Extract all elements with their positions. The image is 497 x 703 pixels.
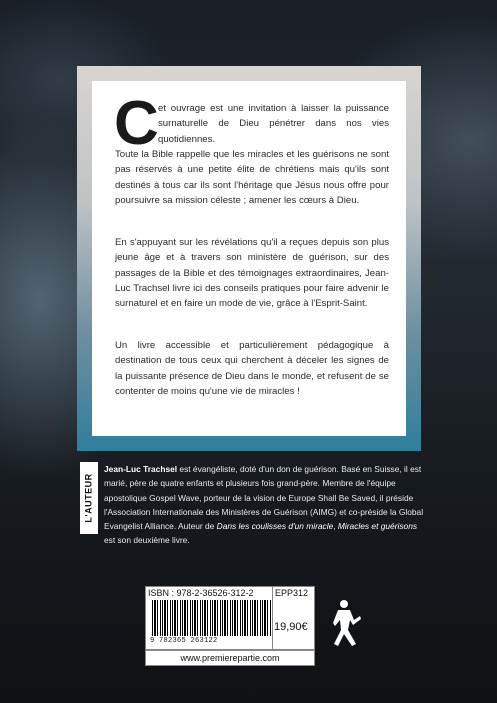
book-title-1: Dans les coulisses d'un miracle [216,521,334,532]
barcode [152,600,272,636]
paragraph-intro-start: et ouvrage est une invitation à laisser la puissance surnaturelle de Dieu pénétrer dans nos vies quotidiennes. [158,103,389,145]
product-code: EPP312 [275,588,309,598]
isbn-divider [272,586,273,650]
author-bio-text-2: est son deuxième livre. [104,535,190,546]
author-tab [80,462,98,534]
dropcap-letter: C [114,89,159,158]
paragraph-revelations: En s'appuyant sur les révélations qu'il a reçues depuis son plus jeune âge et à travers son ministère de guérison, sur des passages de la Bible et des témoignages extraordinaires, Jean-Luc Trachsel livre ici des conseils pratiques pour faire advenir le surnaturel et en faire un mode de vie, grâce à l'Esprit-Saint. [115,237,389,310]
author-bio-text-1: est évangéliste, doté d'un don de guérison. Basé en Suisse, il est marié, père de quatre enfants et plusieurs fois grand-père. Membre de l'équipe apostolique Gospel Wave, porteur de la vision de Europe Shall Be Saved, il préside l'Association Internationale des Ministères de Guérison (AIMG) et co-préside la Global Evangelist Alliance. Auteur de [104,464,424,532]
paragraph-intro-rest: Toute la Bible rappelle que les miracles et les guérisons ne sont pas réservés à une petite élite de chrétiens mais qu'ils sont destinés à tous car ils sont l'héritage que Jésus nous offre pour poursuivre sa mission céleste ; amener les cœurs à Dieu. [115,149,389,206]
isbn-label: ISBN : 978-2-36526-312-2 [148,588,254,598]
publisher-logo-icon [332,598,362,648]
book-separator: , [333,521,338,532]
paragraph-conclusion: Un livre accessible et particulièrement pédagogique à destination de tous ceux qui cherchent à déceler les signes de la puissante présence de Dieu dans le monde, et refusent de se contenter de moins qu'une vie de miracles ! [115,340,389,397]
author-name: Jean-Luc Trachsel [104,464,178,474]
website-url: www.premierepartie.com [145,650,315,666]
barcode-digits: 9 782365 263122 [150,637,218,645]
book-title-2: Miracles et guérisons [337,521,418,532]
author-tab-label: L'AUTEUR [84,473,95,523]
price: 19,90€ [274,621,308,633]
author-bio [104,462,424,548]
